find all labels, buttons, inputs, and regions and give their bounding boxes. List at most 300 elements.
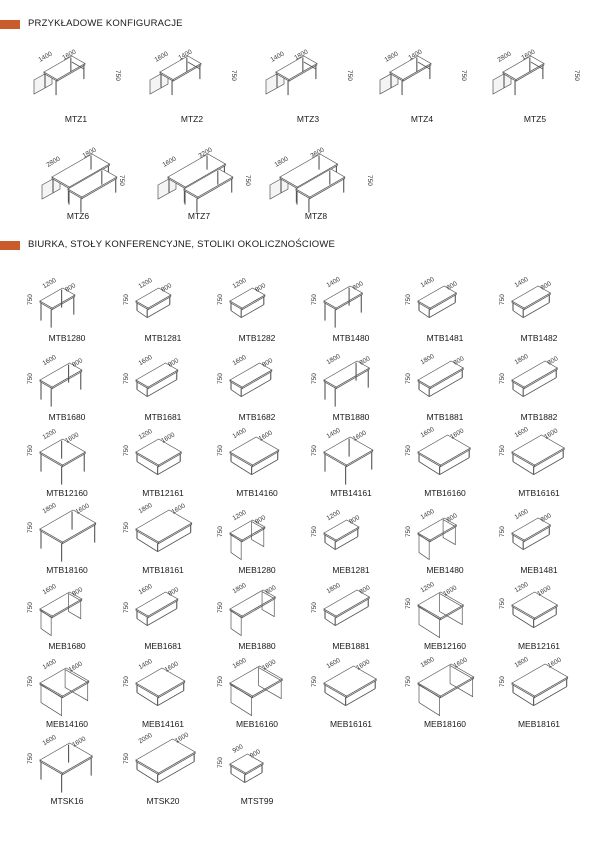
dimension-length: 1800	[419, 655, 436, 670]
dimension-length: 1600	[41, 733, 58, 748]
product-code: MEB16160	[235, 719, 279, 729]
dimension-length: 1600	[419, 425, 436, 440]
product-item	[312, 428, 390, 502]
dimension-height: 750	[499, 526, 506, 537]
desk-foot	[513, 311, 523, 318]
dimension-length: 1800	[419, 352, 436, 367]
product-drawing	[27, 501, 106, 563]
desk-top	[230, 754, 263, 773]
dimension-height: 750	[311, 676, 318, 687]
dimension-length: 1200	[41, 427, 58, 442]
configuration-item	[28, 48, 124, 134]
dimension-height: 750	[27, 602, 34, 613]
dimension-depth: 1600	[74, 502, 91, 516]
product-item	[218, 581, 296, 655]
product-code: MEB1481	[520, 565, 558, 575]
dimension-height: 750	[27, 676, 34, 687]
dimension-depth: 1600	[351, 429, 368, 443]
configuration-code: MTZ7	[187, 211, 211, 221]
dimension-depth: 1600	[452, 656, 469, 670]
dimension-height: 750	[27, 373, 34, 384]
dimension-length: 1600	[41, 353, 58, 368]
product-item	[28, 273, 106, 347]
product-code: MEB1480	[426, 565, 464, 575]
desk-foot	[513, 543, 523, 550]
dimension-depth: 1600	[261, 658, 278, 672]
dimension-height: 750	[405, 598, 412, 609]
dimension-length: 2000	[137, 731, 154, 746]
desk-foot	[419, 311, 429, 318]
dimension-height: 750	[118, 175, 125, 186]
product-drawing	[500, 581, 578, 639]
dimension-depth: 800	[254, 514, 268, 526]
dimension-depth: 1600	[61, 48, 78, 62]
dimension-length: 1800	[273, 155, 290, 169]
dimension-height: 750	[123, 445, 130, 456]
product-item	[218, 273, 296, 347]
product-drawing	[124, 273, 202, 331]
dimension-depth: 800	[160, 282, 174, 294]
configuration-drawing	[28, 48, 124, 118]
dimension-height: 750	[366, 175, 373, 186]
product-code: MTST99	[240, 796, 274, 806]
desk-foot	[231, 390, 241, 397]
product-drawing	[124, 428, 202, 486]
dimension-length: 1400	[41, 657, 58, 672]
desk-top	[324, 437, 373, 465]
dimension-height: 750	[405, 373, 412, 384]
product-drawing	[500, 505, 578, 563]
desk-top	[136, 739, 195, 773]
dimension-depth: 1600	[442, 584, 459, 598]
product-item	[312, 352, 390, 426]
product-item	[500, 505, 578, 579]
dimension-depth: 1800	[81, 146, 98, 160]
product-drawing	[500, 352, 578, 410]
product-drawing	[499, 655, 578, 717]
configuration-code: MTZ5	[523, 114, 547, 124]
product-drawing	[405, 655, 484, 717]
dimension-length: 1400	[325, 426, 342, 441]
desk-top	[40, 439, 85, 465]
dimension-height: 750	[573, 70, 580, 81]
dimension-length: 1800	[383, 50, 400, 64]
dimension-length: 1600	[41, 582, 58, 597]
product-drawing	[124, 352, 202, 410]
dimension-length: 1400	[419, 507, 436, 522]
dimension-height: 750	[123, 676, 130, 687]
product-drawing	[312, 352, 390, 410]
dimension-length: 1800	[325, 581, 342, 596]
configuration-item	[260, 48, 356, 134]
dimension-height: 750	[405, 676, 412, 687]
configuration-drawing	[144, 48, 240, 118]
product-item	[500, 581, 578, 655]
product-item	[405, 655, 484, 733]
dimension-length: 900	[231, 743, 245, 755]
desk-top	[418, 664, 474, 696]
dimension-length: 1600	[513, 425, 530, 440]
product-drawing	[28, 428, 106, 486]
section-marker-products	[0, 241, 20, 250]
product-item	[311, 656, 390, 733]
dimension-height: 750	[346, 70, 353, 81]
product-drawing	[27, 733, 106, 794]
product-drawing	[312, 428, 390, 486]
dimension-height: 750	[244, 175, 251, 186]
dimension-depth: 1800	[293, 48, 310, 62]
desk-top	[418, 435, 470, 465]
dimension-length: 1800	[325, 352, 342, 367]
dimension-depth: 900	[248, 748, 262, 760]
configuration-drawing	[487, 48, 583, 118]
product-drawing	[217, 656, 296, 717]
dimension-length: 1200	[513, 580, 530, 595]
dimension-depth: 1600	[160, 431, 177, 445]
dimension-depth: 1600	[67, 660, 84, 674]
dimension-depth: 800	[452, 355, 466, 367]
product-drawing	[406, 505, 484, 563]
dimension-depth: 1600	[449, 427, 466, 441]
product-drawing	[28, 581, 106, 639]
dimension-height: 750	[230, 70, 237, 81]
product-drawing	[406, 352, 484, 410]
dimension-depth: 800	[445, 512, 459, 524]
product-item	[218, 736, 296, 810]
dimension-depth: 1400	[407, 48, 424, 62]
dimension-depth: 1600	[355, 658, 372, 672]
configuration-code: MTZ4	[410, 114, 434, 124]
product-drawing	[312, 581, 390, 639]
dimension-depth: 800	[71, 357, 84, 369]
dimension-depth: 1600	[170, 502, 187, 516]
product-item	[28, 581, 106, 655]
dimension-length: 1600	[137, 582, 154, 597]
product-item	[27, 733, 106, 810]
dimension-length: 2800	[496, 50, 513, 64]
dimension-length: 1400	[231, 426, 248, 441]
dimension-height: 750	[114, 70, 121, 81]
product-item	[312, 273, 390, 347]
product-item	[123, 501, 202, 579]
product-code: MEB18161	[517, 719, 561, 729]
dimension-depth: 800	[261, 357, 274, 369]
product-item	[405, 425, 484, 502]
configuration-item	[374, 48, 470, 134]
dimension-depth: 1600	[536, 584, 553, 598]
product-item	[406, 352, 484, 426]
configuration-drawing	[28, 145, 128, 215]
product-drawing	[28, 352, 106, 410]
dimension-height: 750	[405, 445, 412, 456]
dimension-depth: 800	[539, 512, 553, 524]
desk-foot	[325, 619, 335, 626]
dimension-length: 1800	[513, 352, 530, 367]
product-code: MEB1881	[332, 641, 370, 651]
product-drawing	[28, 273, 106, 331]
dimension-length: 1800	[513, 655, 530, 670]
dimension-height: 750	[123, 373, 130, 384]
product-code: MEB1280	[238, 565, 276, 575]
dimension-length: 1800	[41, 501, 58, 516]
dimension-height: 750	[217, 294, 224, 305]
product-item	[499, 425, 578, 502]
configuration-code: MTZ3	[296, 114, 320, 124]
dimension-length: 1200	[137, 427, 154, 442]
product-code: MTB16160	[424, 488, 466, 498]
dimension-height: 750	[217, 676, 224, 687]
product-code: MEB1880	[238, 641, 276, 651]
product-drawing	[218, 273, 296, 331]
configuration-drawing	[256, 145, 376, 215]
product-drawing	[124, 581, 202, 639]
product-code: MTB1881	[426, 412, 464, 422]
product-drawing	[499, 425, 578, 486]
dimension-height: 750	[123, 294, 130, 305]
dimension-height: 750	[217, 373, 224, 384]
dimension-depth: 1600	[520, 48, 537, 62]
configuration-code: MTZ6	[66, 211, 90, 221]
dimension-height: 750	[499, 676, 506, 687]
product-code: MTB1882	[520, 412, 558, 422]
desk-top	[324, 666, 376, 696]
desk-foot	[419, 390, 429, 397]
product-item	[500, 352, 578, 426]
product-code: MTB18161	[142, 565, 184, 575]
product-drawing	[218, 736, 296, 794]
dimension-depth: 800	[264, 584, 278, 596]
product-drawing	[406, 273, 484, 331]
configuration-code: MTZ1	[64, 114, 88, 124]
product-item	[123, 731, 202, 810]
product-item	[499, 655, 578, 733]
dimension-length: 2800	[45, 155, 62, 169]
desk-foot	[137, 390, 147, 397]
desk-top	[136, 439, 181, 465]
dimension-height: 750	[499, 373, 506, 384]
configuration-item	[256, 145, 376, 231]
desk-foot	[137, 619, 147, 626]
product-item	[312, 581, 390, 655]
dimension-length: 1800	[231, 581, 248, 596]
dimension-depth: 800	[539, 280, 553, 292]
desk-top	[418, 592, 463, 618]
dimension-depth: 800	[445, 280, 459, 292]
dimension-length: 1400	[513, 507, 530, 522]
product-code: MEB1681	[144, 641, 182, 651]
product-code: MTB1680	[48, 412, 86, 422]
dimension-length: 1400	[325, 275, 342, 290]
product-item	[406, 273, 484, 347]
product-item	[406, 505, 484, 579]
section-marker-configurations	[0, 20, 20, 29]
dimension-height: 750	[460, 70, 467, 81]
dimension-depth: 1600	[71, 735, 88, 749]
product-code: MEB1281	[332, 565, 370, 575]
dimension-height: 750	[27, 522, 34, 533]
product-item	[406, 581, 484, 655]
product-drawing	[123, 501, 202, 563]
product-code: MEB18160	[423, 719, 467, 729]
product-code: MTB1281	[144, 333, 182, 343]
product-item	[218, 352, 296, 426]
product-drawing	[218, 581, 296, 639]
desk-foot	[137, 311, 147, 318]
dimension-depth: 800	[167, 586, 180, 598]
dimension-height: 750	[405, 526, 412, 537]
dimension-depth: 3200	[197, 146, 214, 160]
product-code: MTB1482	[520, 333, 558, 343]
dimension-height: 750	[217, 602, 224, 613]
product-item	[217, 656, 296, 733]
product-code: MEB12160	[423, 641, 467, 651]
dimension-height: 750	[27, 294, 34, 305]
dimension-depth: 1600	[174, 731, 191, 745]
product-code: MTB16161	[518, 488, 560, 498]
dimension-height: 750	[27, 753, 34, 764]
configuration-code: MTZ8	[304, 211, 328, 221]
desk-top	[230, 666, 282, 696]
dimension-height: 750	[499, 294, 506, 305]
dimension-length: 1200	[231, 508, 248, 523]
product-drawing	[123, 731, 202, 794]
product-drawing	[405, 425, 484, 486]
configuration-drawing	[144, 145, 254, 215]
dimension-length: 1600	[231, 353, 248, 368]
dimension-depth: 800	[254, 282, 268, 294]
product-code: MTB14161	[330, 488, 372, 498]
dimension-depth: 1600	[546, 656, 563, 670]
dimension-depth: 3600	[309, 146, 326, 160]
dimension-length: 1200	[231, 276, 248, 291]
product-code: MEB12161	[517, 641, 561, 651]
dimension-length: 1200	[419, 580, 436, 595]
product-item	[218, 505, 296, 579]
dimension-height: 750	[311, 294, 318, 305]
product-code: MEB1680	[48, 641, 86, 651]
dimension-depth: 800	[358, 584, 372, 596]
product-code: MTB12161	[142, 488, 184, 498]
dimension-height: 750	[405, 294, 412, 305]
dimension-length: 1600	[231, 656, 248, 671]
dimension-height: 750	[311, 602, 318, 613]
product-code: MTB1480	[332, 333, 370, 343]
product-drawing	[124, 659, 202, 717]
product-code: MTB1280	[48, 333, 86, 343]
dimension-depth: 800	[71, 586, 84, 598]
product-item	[500, 273, 578, 347]
dimension-length: 1400	[37, 50, 54, 64]
dimension-length: 1200	[137, 276, 154, 291]
product-code: MTB12160	[46, 488, 88, 498]
dimension-length: 1600	[153, 50, 170, 64]
dimension-depth: 1600	[257, 429, 274, 443]
product-item	[124, 428, 202, 502]
dimension-length: 1600	[161, 155, 178, 169]
product-drawing	[311, 656, 390, 717]
product-item	[312, 505, 390, 579]
dimension-height: 750	[217, 757, 224, 768]
dimension-height: 750	[123, 602, 130, 613]
product-drawing	[406, 581, 484, 639]
product-item	[124, 659, 202, 733]
product-item	[28, 352, 106, 426]
product-code: MTB1682	[238, 412, 276, 422]
product-code: MTB1282	[238, 333, 276, 343]
configuration-item	[144, 48, 240, 134]
product-drawing	[218, 505, 296, 563]
configuration-drawing	[260, 48, 356, 118]
dimension-length: 1800	[137, 501, 154, 516]
product-item	[218, 428, 296, 502]
desk-foot	[245, 773, 262, 783]
dimension-length: 1200	[325, 508, 342, 523]
dimension-length: 1600	[137, 353, 154, 368]
product-code: MEB14160	[45, 719, 89, 729]
product-code: MTB1481	[426, 333, 464, 343]
desk-top	[136, 668, 185, 696]
product-drawing	[312, 273, 390, 331]
dimension-length: 1200	[41, 276, 58, 291]
dimension-height: 750	[27, 445, 34, 456]
product-drawing	[218, 352, 296, 410]
dimension-height: 750	[217, 445, 224, 456]
product-code: MEB16161	[329, 719, 373, 729]
product-drawing	[500, 273, 578, 331]
dimension-height: 750	[499, 445, 506, 456]
desk-foot	[231, 774, 245, 783]
configuration-drawing	[374, 48, 470, 118]
desk-foot	[231, 311, 241, 318]
product-item	[28, 428, 106, 502]
dimension-depth: 1600	[163, 660, 180, 674]
product-code: MEB14161	[141, 719, 185, 729]
section-title-configurations: PRZYKŁADOWE KONFIGURACJE	[28, 18, 183, 29]
product-drawing	[218, 428, 296, 486]
desk-foot	[513, 390, 523, 397]
desk-top	[512, 592, 557, 618]
dimension-height: 750	[123, 753, 130, 764]
product-item	[28, 659, 106, 733]
dimension-length: 1600	[325, 656, 342, 671]
product-item	[124, 352, 202, 426]
product-item	[27, 501, 106, 579]
product-drawing	[312, 505, 390, 563]
desk-foot	[325, 543, 335, 550]
dimension-length: 1400	[513, 275, 530, 290]
dimension-height: 750	[311, 373, 318, 384]
dimension-length: 1400	[419, 275, 436, 290]
product-code: MTB1880	[332, 412, 370, 422]
configuration-item	[487, 48, 583, 134]
dimension-length: 1400	[269, 50, 286, 64]
dimension-depth: 800	[64, 282, 78, 294]
dimension-length: 1400	[137, 657, 154, 672]
dimension-depth: 800	[348, 514, 362, 526]
product-item	[124, 273, 202, 347]
dimension-height: 750	[311, 445, 318, 456]
section-title-products: BIURKA, STOŁY KONFERENCYJNE, STOLIKI OKOLICZNOŚCIOWE	[28, 239, 336, 250]
dimension-height: 750	[217, 526, 224, 537]
desk-top	[230, 437, 279, 465]
configuration-code: MTZ2	[180, 114, 204, 124]
product-drawing	[28, 659, 106, 717]
dimension-height: 750	[311, 526, 318, 537]
product-code: MTSK20	[146, 796, 180, 806]
dimension-depth: 800	[167, 357, 180, 369]
dimension-height: 750	[499, 598, 506, 609]
configuration-item	[28, 145, 128, 231]
